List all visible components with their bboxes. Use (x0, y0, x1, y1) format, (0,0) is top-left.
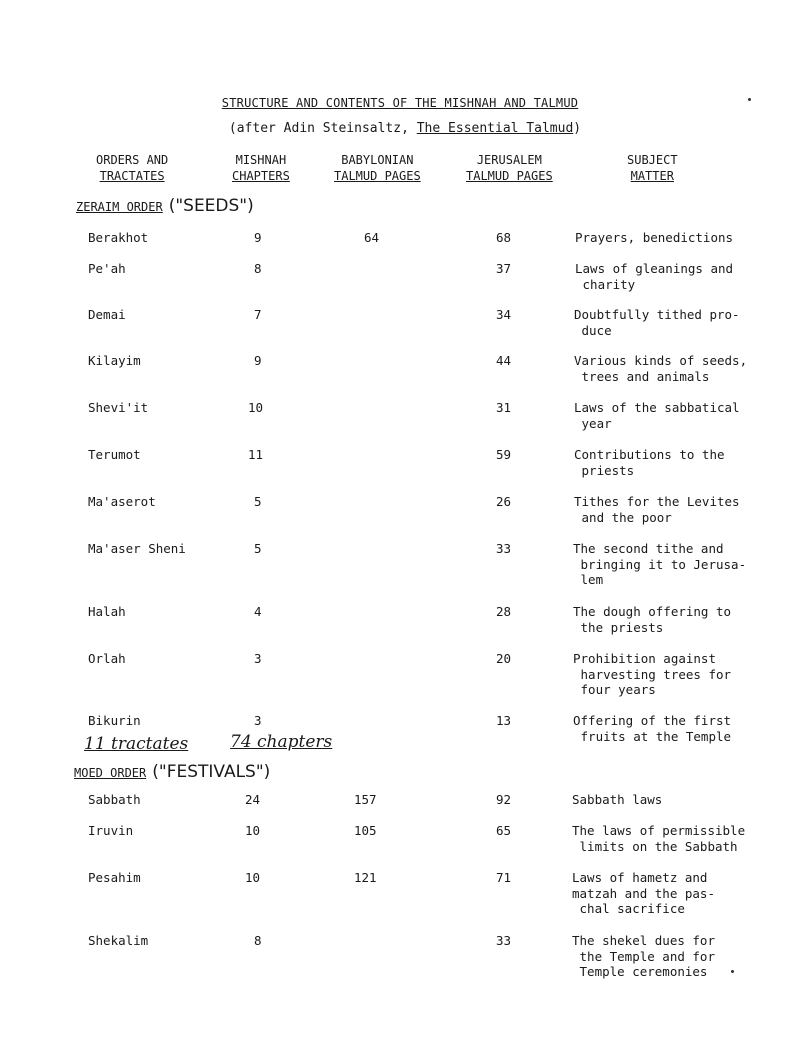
mishnah-chapters: 24 (245, 792, 261, 807)
moed-order-gloss: ("FESTIVALS") (152, 762, 271, 782)
jerusalem-pages: 59 (496, 447, 512, 462)
jerusalem-pages: 28 (496, 604, 512, 619)
babylonian-pages: 105 (354, 823, 377, 838)
zeraim-order-label: ZERAIM ORDER (76, 200, 163, 214)
mishnah-chapters: 10 (245, 870, 261, 885)
tractate-name: Demai (88, 307, 126, 322)
header-babylonian-line1: BABYLONIAN (341, 153, 414, 167)
subject-matter: Sabbath laws (572, 792, 663, 807)
mishnah-chapters: 8 (254, 261, 262, 276)
mishnah-chapters: 11 (248, 447, 264, 462)
document-title (0, 96, 800, 110)
header-babylonian (334, 152, 421, 184)
mishnah-chapters: 7 (254, 307, 262, 322)
header-mishnah-line2: CHAPTERS (232, 169, 290, 183)
subject-matter: Contributions to the priests (574, 447, 725, 478)
jerusalem-pages: 31 (496, 400, 512, 415)
mishnah-chapters: 9 (254, 353, 262, 368)
mishnah-chapters: 3 (254, 651, 262, 666)
tractate-name: Berakhot (88, 230, 149, 245)
tractate-name: Kilayim (88, 353, 141, 368)
zeraim-order-gloss: ("SEEDS") (168, 196, 254, 216)
header-orders-line2: TRACTATES (99, 169, 165, 183)
header-jerusalem-line1: JERUSALEM (476, 153, 542, 167)
tractate-name: Terumot (88, 447, 141, 462)
scan-speck (731, 970, 734, 973)
handwritten-total-chapters: 74 chapters (230, 732, 333, 752)
header-orders (96, 152, 168, 184)
mishnah-chapters: 5 (254, 541, 262, 556)
subject-matter: The dough offering to the priests (573, 604, 732, 635)
header-subject (627, 152, 678, 184)
subject-matter: Prohibition against harvesting trees for four years (573, 651, 732, 697)
babylonian-pages: 64 (364, 230, 380, 245)
mishnah-chapters: 8 (254, 933, 262, 948)
header-orders-line1: ORDERS AND (96, 153, 169, 167)
tractate-name: Shekalim (88, 933, 149, 948)
header-jerusalem (466, 152, 553, 184)
jerusalem-pages: 26 (496, 494, 512, 509)
jerusalem-pages: 37 (496, 261, 512, 276)
jerusalem-pages: 34 (496, 307, 512, 322)
tractate-name: Pe'ah (88, 261, 126, 276)
subject-matter: The laws of permissible limits on the Sabbath (572, 823, 746, 854)
jerusalem-pages: 92 (496, 792, 512, 807)
tractate-name: Ma'aserot (88, 494, 156, 509)
subject-matter: Laws of hametz and matzah and the pas- chal sacrifice (572, 870, 715, 916)
mishnah-chapters: 4 (254, 604, 262, 619)
header-jerusalem-line2: TALMUD PAGES (466, 169, 553, 183)
jerusalem-pages: 20 (496, 651, 512, 666)
tractate-name: Orlah (88, 651, 126, 666)
header-subject-line2: MATTER (630, 169, 674, 183)
mishnah-chapters: 5 (254, 494, 262, 509)
tractate-name: Shevi'it (88, 400, 149, 415)
header-mishnah (232, 152, 290, 184)
subtitle-suffix: ) (573, 121, 582, 136)
babylonian-pages: 157 (354, 792, 377, 807)
tractate-name: Ma'aser Sheni (88, 541, 186, 556)
handwritten-total-tractates: 11 tractates (84, 734, 189, 754)
subject-matter: Various kinds of seeds, trees and animals (574, 353, 748, 384)
tractate-name: Pesahim (88, 870, 141, 885)
document-subtitle (0, 121, 800, 136)
tractate-name: Bikurin (88, 713, 141, 728)
header-mishnah-line1: MISHNAH (235, 153, 287, 167)
subject-matter: Prayers, benedictions (575, 230, 734, 245)
tractate-name: Halah (88, 604, 126, 619)
babylonian-pages: 121 (354, 870, 377, 885)
mishnah-chapters: 9 (254, 230, 262, 245)
jerusalem-pages: 33 (496, 933, 512, 948)
subject-matter: Tithes for the Levites and the poor (574, 494, 740, 525)
subject-matter: Offering of the first fruits at the Temple (573, 713, 732, 744)
title-text: STRUCTURE AND CONTENTS OF THE MISHNAH AND TALMUD (221, 96, 579, 110)
tractate-name: Sabbath (88, 792, 141, 807)
jerusalem-pages: 13 (496, 713, 512, 728)
subject-matter: Laws of gleanings and charity (575, 261, 734, 292)
jerusalem-pages: 33 (496, 541, 512, 556)
jerusalem-pages: 65 (496, 823, 512, 838)
header-babylonian-line2: TALMUD PAGES (334, 169, 421, 183)
mishnah-chapters: 3 (254, 713, 262, 728)
subject-matter: Doubtfully tithed pro- duce (574, 307, 740, 338)
moed-order-heading (74, 762, 270, 782)
subtitle-prefix: (after Adin Steinsaltz, (228, 121, 417, 136)
subject-matter: The shekel dues for the Temple and for Temple ceremonies (572, 933, 715, 979)
header-subject-line1: SUBJECT (627, 153, 678, 167)
zeraim-order-heading (76, 196, 254, 216)
jerusalem-pages: 68 (496, 230, 512, 245)
mishnah-chapters: 10 (248, 400, 264, 415)
subject-matter: Laws of the sabbatical year (574, 400, 740, 431)
mishnah-chapters: 10 (245, 823, 261, 838)
jerusalem-pages: 44 (496, 353, 512, 368)
moed-order-label: MOED ORDER (74, 766, 147, 780)
scan-speck (748, 98, 751, 101)
subject-matter: The second tithe and bringing it to Jerusa- lem (573, 541, 747, 587)
jerusalem-pages: 71 (496, 870, 512, 885)
subtitle-book-title: The Essential Talmud (416, 121, 574, 136)
tractate-name: Iruvin (88, 823, 134, 838)
